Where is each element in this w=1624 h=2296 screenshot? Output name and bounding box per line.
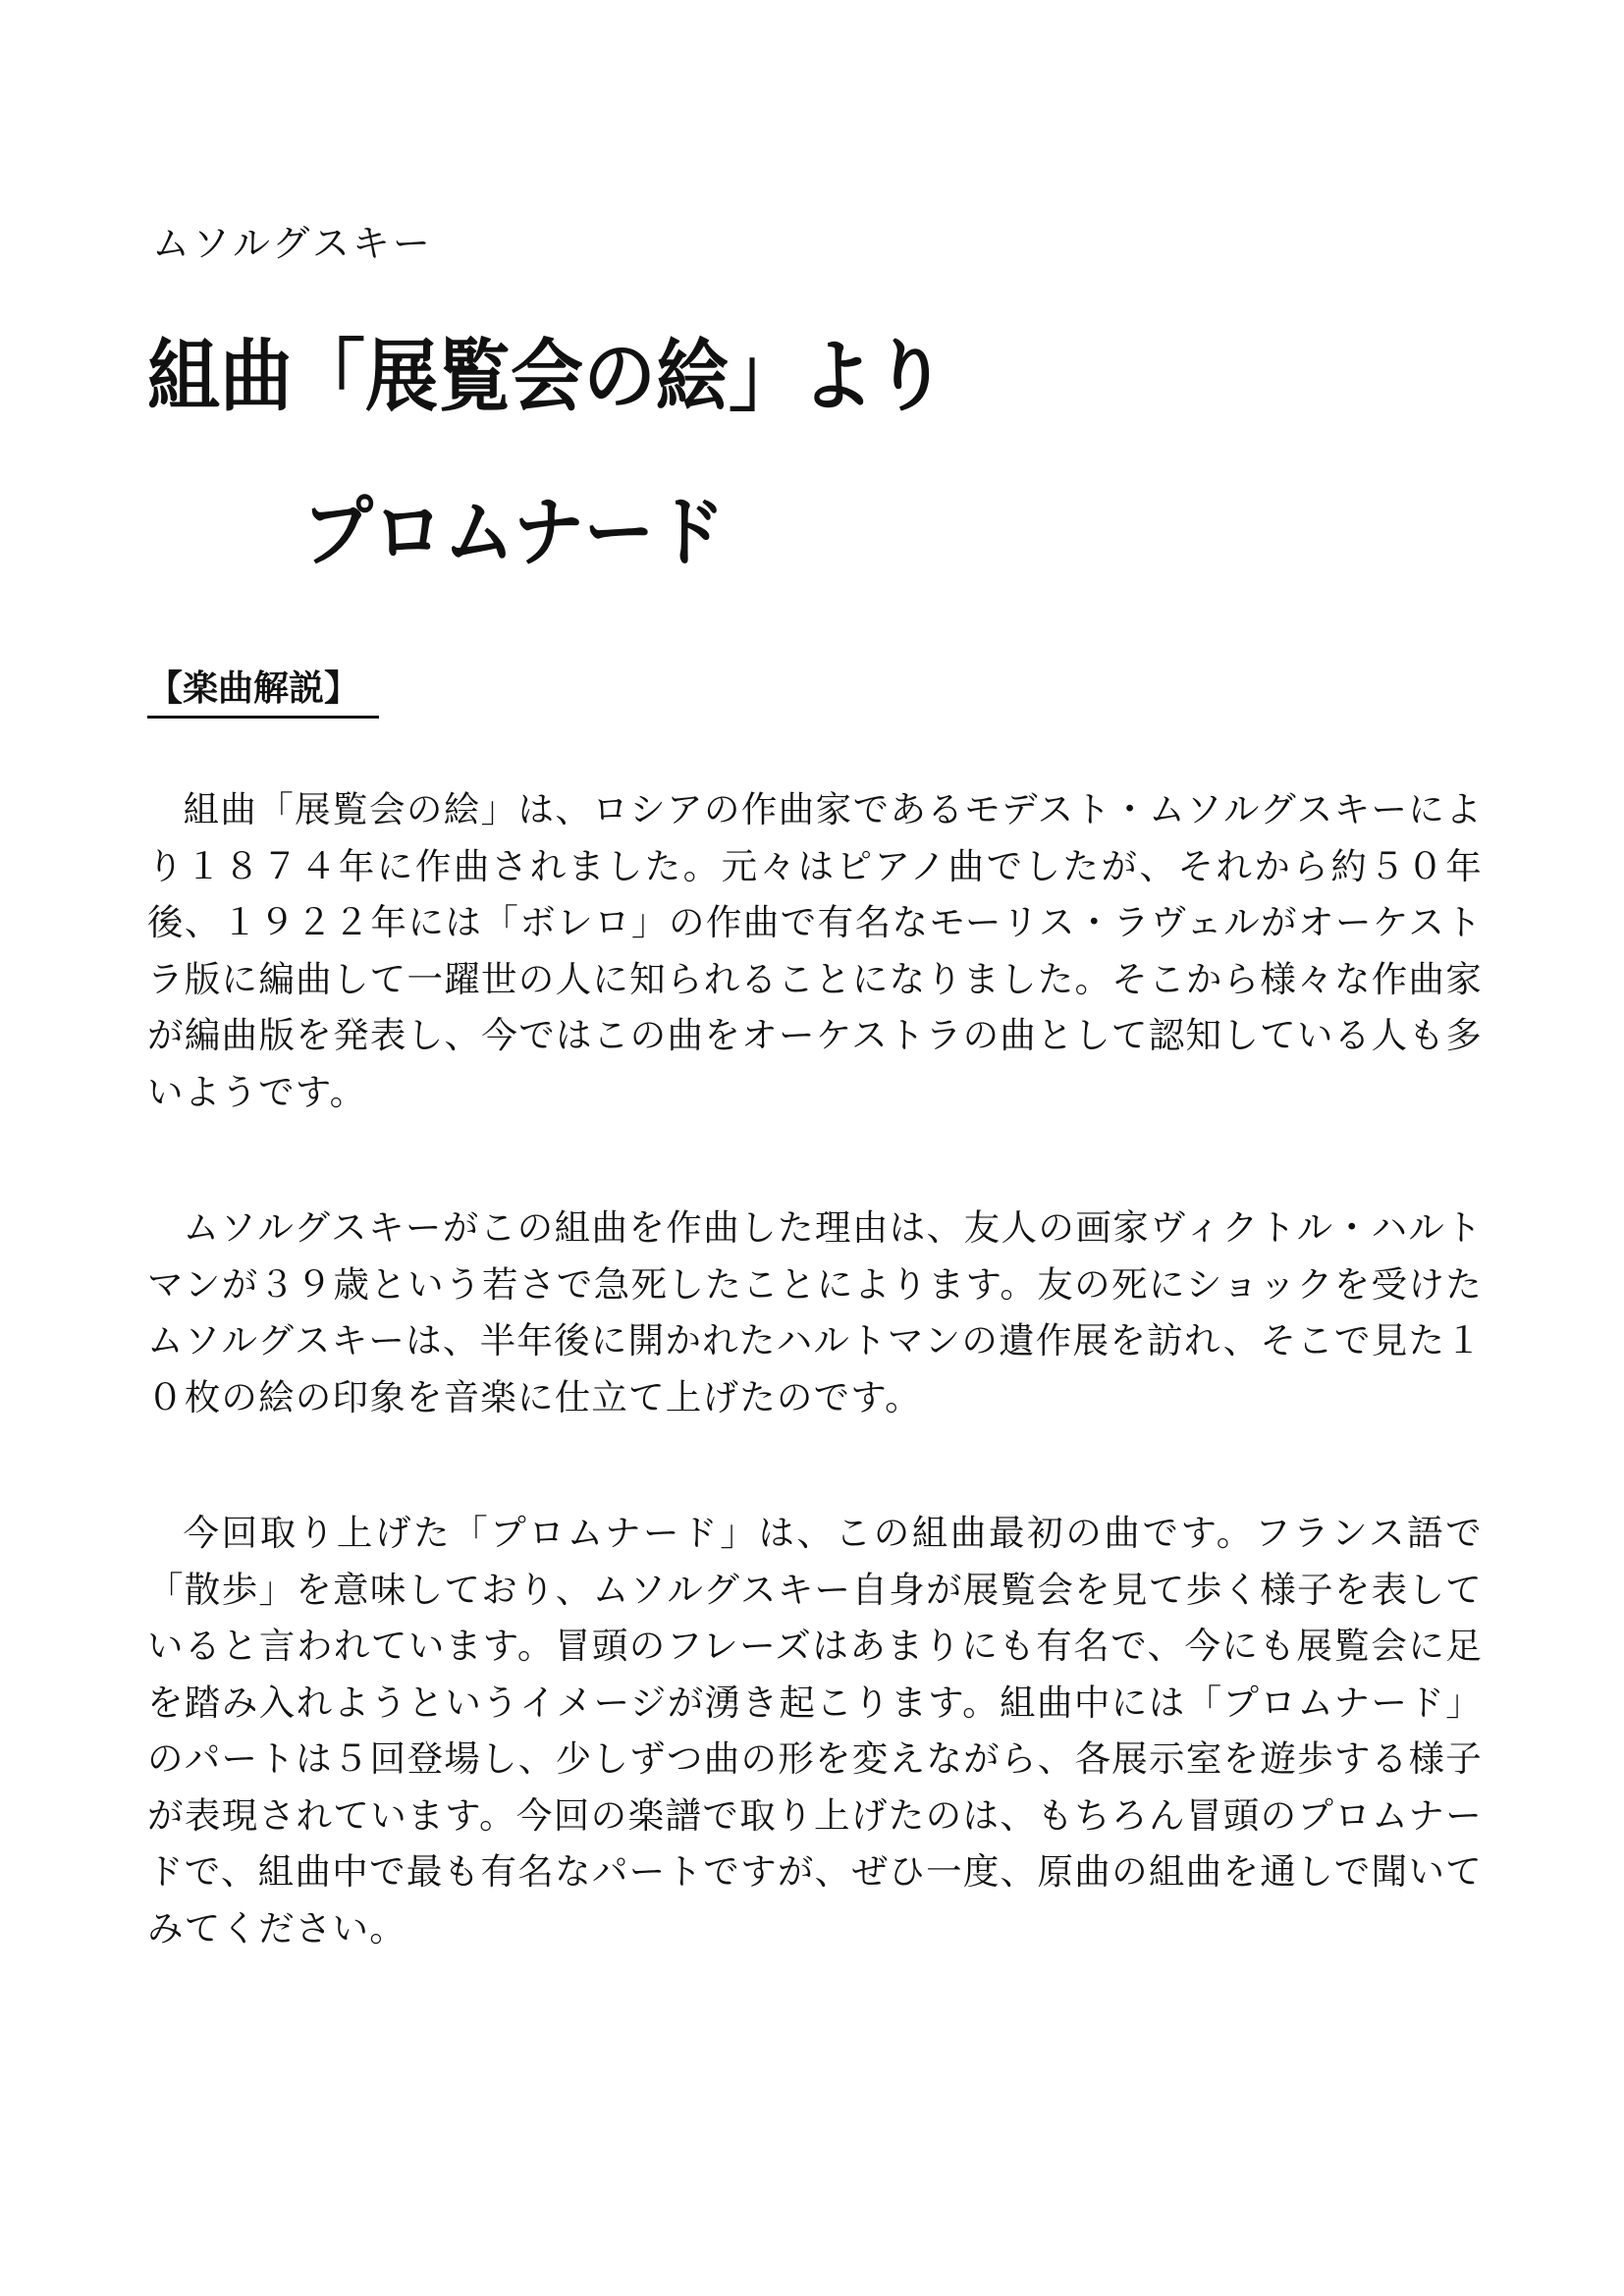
composer-name: ムソルグスキー	[152, 222, 433, 265]
section-heading: 【楽曲解説】	[147, 663, 379, 719]
paragraph-2: ムソルグスキーがこの組曲を作曲した理由は、友人の画家ヴィクトル・ハルトマンが３９歳という若さで急死したことによります。友の死にショックを受けたムソルグスキーは、半年後に開かれたハルトマンの遺作展を訪れ、そこで見た１０枚の絵の印象を音楽に仕立て上げたのです。	[147, 1206, 1483, 1418]
paragraph-1: 組曲「展覧会の絵」は、ロシアの作曲家であるモデスト・ムソルグスキーにより１８７４年に作曲されました。元々はピアノ曲でしたが、それから約５０年後、１９２２年には「ボレロ」の作曲で有名なモーリス・ラヴェルがオーケストラ版に編曲して一躍世の人に知られることになりました。そこから様々な作曲家が編曲版を発表し、今ではこの曲をオーケストラの曲として認知している人も多いようです。	[147, 788, 1483, 1113]
paragraph-3: 今回取り上げた「プロムナード」は、この組曲最初の曲です。フランス語で「散歩」を意味しており、ムソルグスキー自身が展覧会を見て歩く様子を表していると言われています。冒頭のフレーズはあまりにも有名で、今にも展覧会に足を踏み入れようというイメージが湧き起こります。組曲中には「プロムナード」のパートは５回登場し、少しずつ曲の形を変えながら、各展示室を遊歩する様子が表現されています。今回の楽譜で取り上げたのは、もちろん冒頭のプロムナードで、組曲中で最も有名なパートですが、ぜひ一度、原曲の組曲を通しで聞いてみてください。	[147, 1512, 1483, 1949]
page-title: 組曲「展覧会の絵」より	[147, 331, 947, 423]
page-subtitle: プロムナード	[302, 487, 726, 577]
